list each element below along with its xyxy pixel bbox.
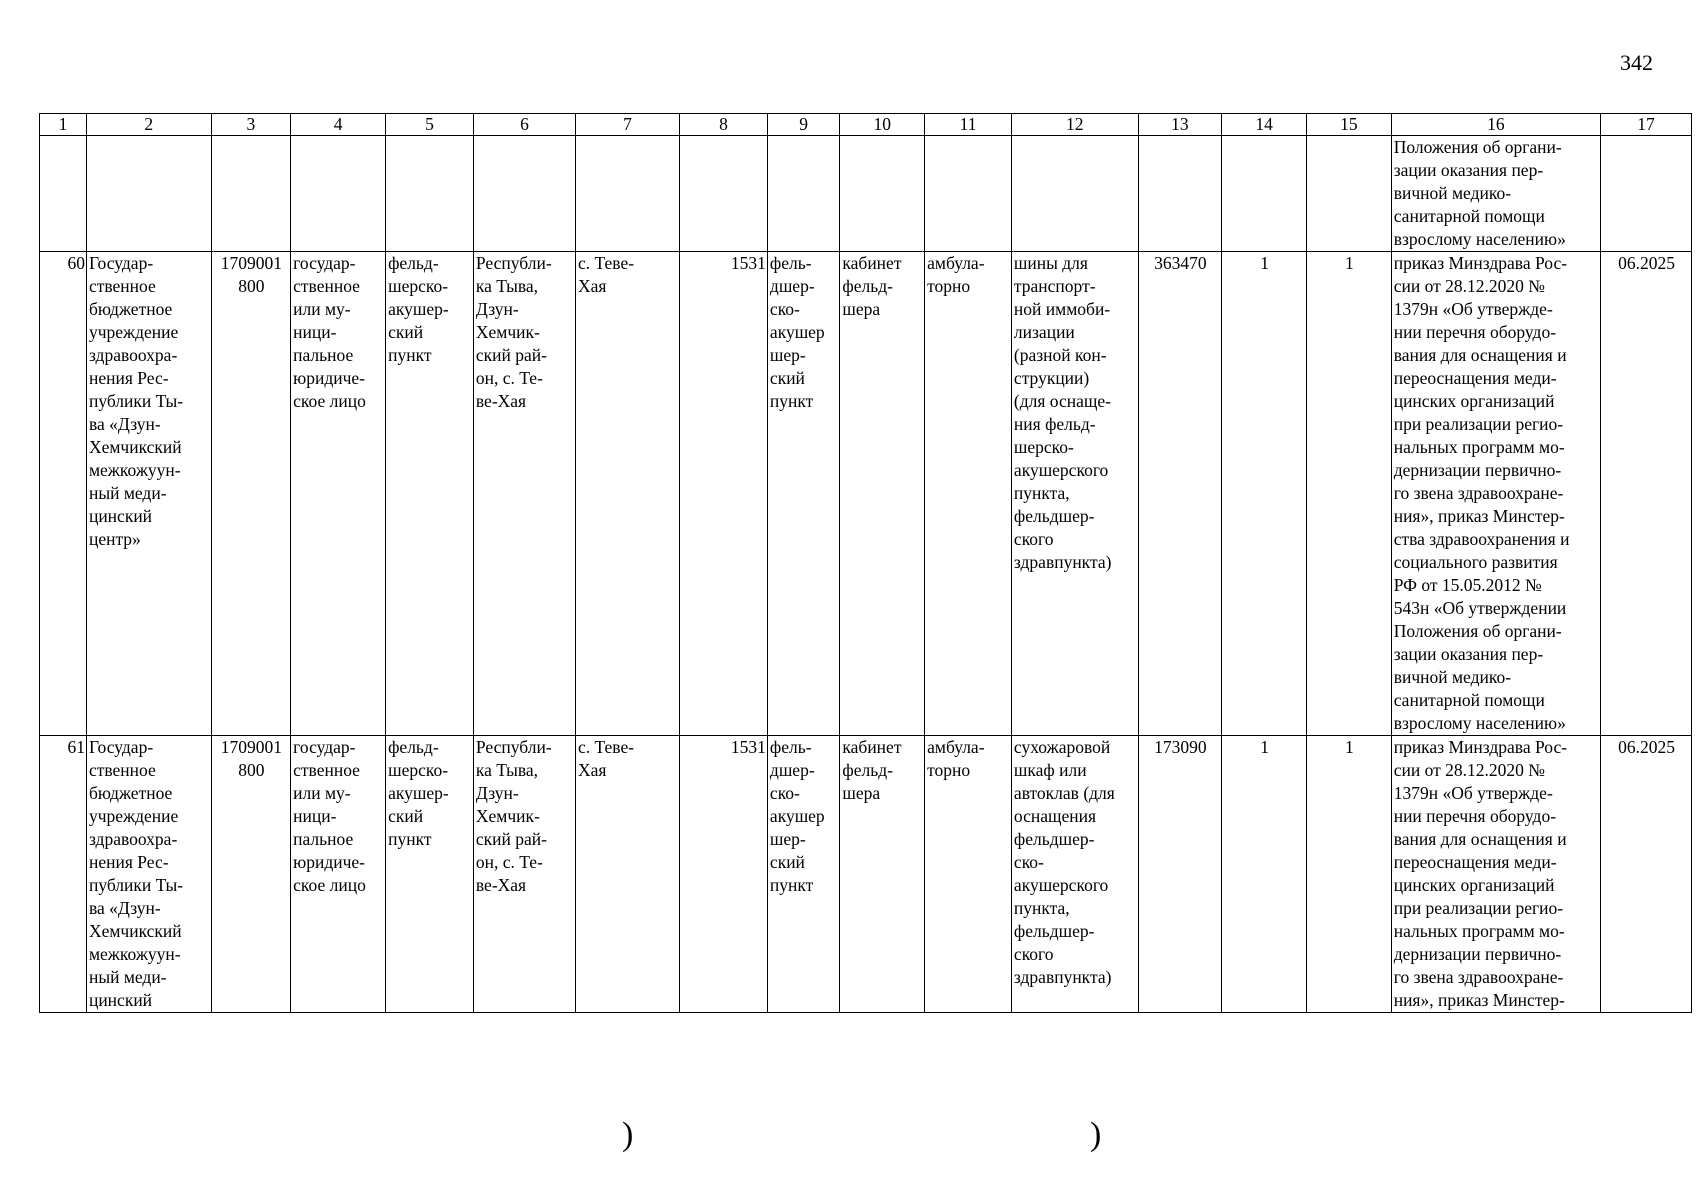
cell-unit: фель- дшер- ско- акушер шер- ский пункт [767,252,839,736]
cell-address: Республи- ка Тыва, Дзун- Хемчик- ский рай- он, с. Те- ве-Хая [473,252,575,736]
cell-quantity: 1 [1306,252,1391,736]
cell-legal-form [291,136,386,252]
column-header: 1 [40,114,87,136]
cell-number: 60 [40,252,87,736]
cell-legal-form: государ- ственное или му- ници- пальное юридиче- ское лицо [291,252,386,736]
table-row [40,252,1692,736]
cell-organization: Государ- ственное бюджетное учреждение здравоохра- нения Рес- публики Ты- ва «Дзун- Хемчикский межкожуун- ный меди- цинский центр» [86,252,211,736]
cell-date: 06.2025 [1601,252,1692,736]
column-header: 16 [1391,114,1600,136]
cell-unit-type [386,136,474,252]
cell-equipment [1011,136,1138,252]
cell-address [473,136,575,252]
cell-care-mode [925,136,1012,252]
footer-mark-left: ) [622,1116,634,1153]
cell-room: кабинет фельд- шера [840,736,925,1013]
column-header: 9 [767,114,839,136]
column-header: 7 [575,114,679,136]
column-header: 6 [473,114,575,136]
cell-date: 06.2025 [1601,736,1692,1013]
column-header: 4 [291,114,386,136]
column-header: 10 [840,114,925,136]
cell-quantity: 1 [1222,252,1307,736]
cell-number: 61 [40,736,87,1013]
column-header: 13 [1138,114,1222,136]
cell-equipment-code [1138,136,1222,252]
cell-unit: фель- дшер- ско- акушер шер- ский пункт [767,736,839,1013]
cell-population [680,136,768,252]
cell-equipment-code: 173090 [1138,736,1222,1013]
cell-code: 1709001 800 [211,736,291,1013]
cell-code: 1709001 800 [211,252,291,736]
cell-date [1601,136,1692,252]
cell-population: 1531 [680,736,768,1013]
cell-care-mode: амбула- торно [925,736,1012,1013]
cell-unit [767,136,839,252]
cell-organization: Государ- ственное бюджетное учреждение здравоохра- нения Рес- публики Ты- ва «Дзун- Хемчикский межкожуун- ный меди- цинский [86,736,211,1013]
column-header: 15 [1306,114,1391,136]
column-header: 2 [86,114,211,136]
cell-legal-basis: приказ Минздрава Рос- сии от 28.12.2020 № 1379н «Об утвержде- нии перечня оборудо- вания для оснащения и переоснащения меди- цинских организаций при реализации регио- нальных программ мо- дернизации первично- го звена здравоохране- ния», приказ Минстер- [1391,736,1600,1013]
cell-unit-type: фельд- шерско- акушер- ский пункт [386,736,474,1013]
header-row [40,114,1692,136]
cell-locality: с. Теве- Хая [575,252,679,736]
cell-quantity: 1 [1222,736,1307,1013]
column-header: 12 [1011,114,1138,136]
cell-locality: с. Теве- Хая [575,736,679,1013]
column-header: 14 [1222,114,1307,136]
cell-equipment: шины для транспорт- ной иммоби- лизации (разной кон- струкции) (для оснаще- ния фельд- шерско- акушерского пункта, фельдшер- ского здравпункта) [1011,252,1138,736]
cell-care-mode: амбула- торно [925,252,1012,736]
column-header: 17 [1601,114,1692,136]
column-header: 3 [211,114,291,136]
cell-room: кабинет фельд- шера [840,252,925,736]
column-header: 5 [386,114,474,136]
cell-locality [575,136,679,252]
cell-legal-basis: Положения об органи- зации оказания пер- вичной медико- санитарной помощи взрослому населению» [1391,136,1600,252]
column-header: 8 [680,114,768,136]
cell-equipment: сухожаровой шкаф или автоклав (для оснащения фельдшер- ско- акушерского пункта, фельдшер- ского здравпункта) [1011,736,1138,1013]
page-number: 342 [1620,50,1653,75]
table-row-continuation [40,136,1692,252]
cell-population: 1531 [680,252,768,736]
table-row [40,736,1692,1013]
column-header: 11 [925,114,1012,136]
cell-address: Республи- ка Тыва, Дзун- Хемчик- ский рай- он, с. Те- ве-Хая [473,736,575,1013]
footer-mark-right: ) [1090,1116,1102,1153]
cell-number [40,136,87,252]
cell-legal-form: государ- ственное или му- ници- пальное юридиче- ское лицо [291,736,386,1013]
cell-legal-basis: приказ Минздрава Рос- сии от 28.12.2020 № 1379н «Об утвержде- нии перечня оборудо- вания для оснащения и переоснащения меди- цинских организаций при реализации регио- нальных программ мо- дернизации первично- го звена здравоохране- ния», приказ Минстер- ства здравоохранения и социального развития РФ от 15.05.2012 № 543н «Об утверждении Положения об органи- зации оказания пер- вичной медико- санитарной помощи взрослому населению» [1391,252,1600,736]
cell-room [840,136,925,252]
cell-code [211,136,291,252]
cell-organization [86,136,211,252]
cell-quantity [1306,136,1391,252]
cell-quantity: 1 [1306,736,1391,1013]
cell-unit-type: фельд- шерско- акушер- ский пункт [386,252,474,736]
cell-quantity [1222,136,1307,252]
register-table [39,113,1692,1013]
cell-equipment-code: 363470 [1138,252,1222,736]
